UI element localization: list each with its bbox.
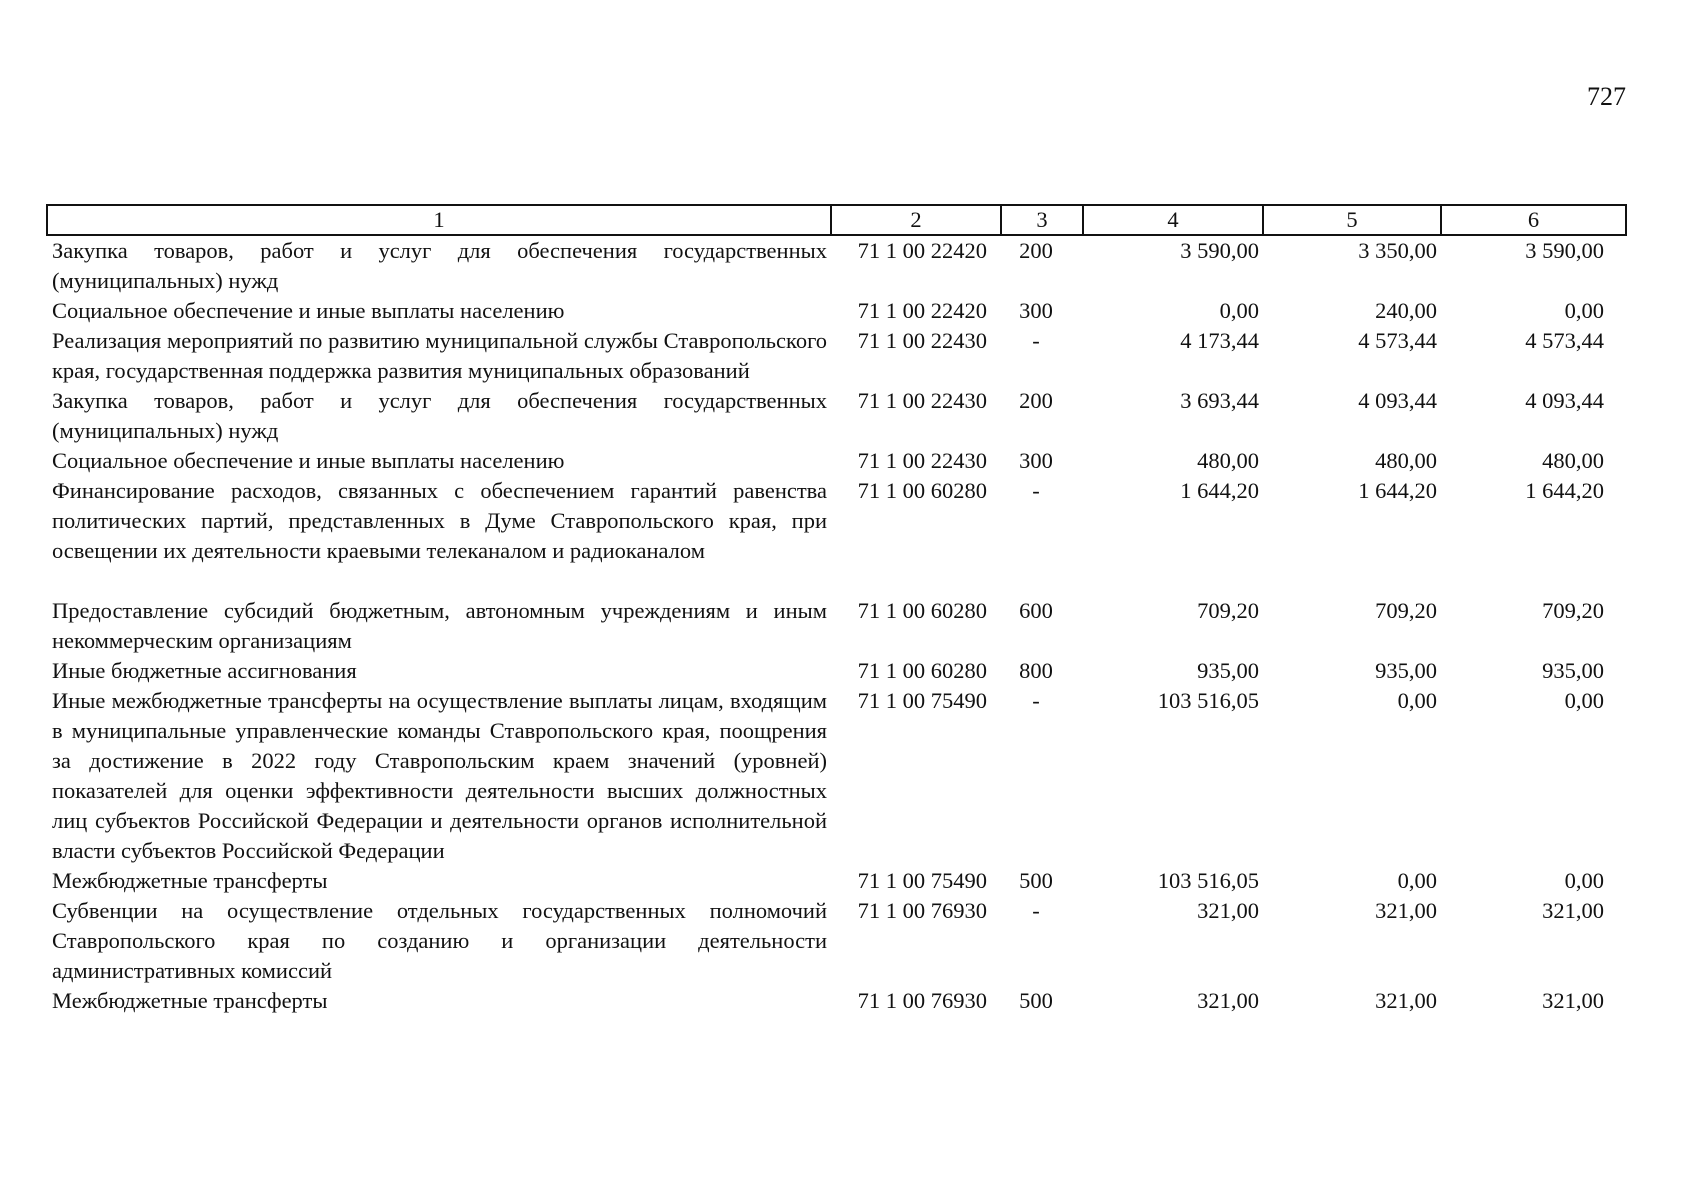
row-value-6: 4 093,44 <box>1525 388 1604 413</box>
row-code: 71 1 00 22420 <box>857 298 987 323</box>
row-code: 71 1 00 22430 <box>857 448 987 473</box>
row-code: 71 1 00 76930 <box>857 988 987 1013</box>
row-value-5: 321,00 <box>1375 898 1437 923</box>
row-expense-type: - <box>1032 898 1040 923</box>
row-name: Субвенции на осуществление отдельных государственных полномочий Ставропольского края по созданию и организации деятельности административных комиссий <box>52 898 827 983</box>
table-row <box>47 446 1626 476</box>
row-value-5: 0,00 <box>1397 688 1437 713</box>
row-name: Предоставление субсидий бюджетным, автономным учреждениям и иным некоммерческим организациям <box>52 598 827 653</box>
table-row <box>47 986 1626 1016</box>
row-value-6: 709,20 <box>1542 598 1604 623</box>
row-name: Иные межбюджетные трансферты на осуществление выплаты лицам, входящим в муниципальные управленческие команды Ставропольского края, поощрения за достижение в 2022 году Ставропольским краем значений (уровней) показателей для оценки эффективности деятельности высших должностных лиц субъектов Российской Федерации и деятельности органов исполнительной власти субъектов Российской Федерации <box>52 688 827 863</box>
column-header-4: 4 <box>1083 205 1263 235</box>
row-code: 71 1 00 60280 <box>857 478 987 503</box>
table-row <box>47 896 1626 986</box>
row-value-4: 103 516,05 <box>1157 868 1259 893</box>
row-value-5: 321,00 <box>1375 988 1437 1013</box>
row-name: Социальное обеспечение и иные выплаты населению <box>52 298 565 323</box>
row-value-4: 709,20 <box>1197 598 1259 623</box>
row-code: 71 1 00 22430 <box>857 388 987 413</box>
page-number: 727 <box>1587 82 1626 111</box>
row-code: 71 1 00 22420 <box>857 238 987 263</box>
row-name: Межбюджетные трансферты <box>52 988 328 1013</box>
row-value-4: 4 173,44 <box>1180 328 1259 353</box>
row-value-6: 0,00 <box>1564 868 1604 893</box>
row-code: 71 1 00 75490 <box>857 868 987 893</box>
row-code: 71 1 00 60280 <box>857 658 987 683</box>
column-header-3: 3 <box>1001 205 1083 235</box>
row-value-4: 321,00 <box>1197 898 1259 923</box>
row-value-4: 321,00 <box>1197 988 1259 1013</box>
row-expense-type: 800 <box>1019 658 1053 683</box>
column-header-6: 6 <box>1441 205 1626 235</box>
row-value-5: 480,00 <box>1375 448 1437 473</box>
column-header-5: 5 <box>1263 205 1441 235</box>
table-row <box>47 235 1626 296</box>
row-value-4: 1 644,20 <box>1180 478 1259 503</box>
row-expense-type: 600 <box>1019 598 1053 623</box>
row-value-5: 709,20 <box>1375 598 1437 623</box>
row-expense-type: 300 <box>1019 448 1053 473</box>
row-value-5: 4 573,44 <box>1358 328 1437 353</box>
row-value-5: 1 644,20 <box>1358 478 1437 503</box>
table-header-row <box>47 205 1626 235</box>
row-code: 71 1 00 22430 <box>857 328 987 353</box>
row-value-4: 3 693,44 <box>1180 388 1259 413</box>
row-value-4: 0,00 <box>1219 298 1259 323</box>
table-row <box>47 866 1626 896</box>
row-value-6: 4 573,44 <box>1525 328 1604 353</box>
row-code: 71 1 00 75490 <box>857 688 987 713</box>
table-row <box>47 296 1626 326</box>
column-header-2: 2 <box>831 205 1001 235</box>
row-expense-type: - <box>1032 478 1040 503</box>
table-row <box>47 386 1626 446</box>
row-expense-type: - <box>1032 688 1040 713</box>
row-value-6: 321,00 <box>1542 988 1604 1013</box>
table-row <box>47 656 1626 686</box>
row-code: 71 1 00 60280 <box>857 598 987 623</box>
row-name: Межбюджетные трансферты <box>52 868 328 893</box>
row-value-6: 3 590,00 <box>1525 238 1604 263</box>
table-row <box>47 686 1626 866</box>
table-row <box>47 476 1626 596</box>
row-value-4: 103 516,05 <box>1157 688 1259 713</box>
row-value-5: 240,00 <box>1375 298 1437 323</box>
row-value-5: 4 093,44 <box>1358 388 1437 413</box>
row-value-6: 321,00 <box>1542 898 1604 923</box>
row-name: Закупка товаров, работ и услуг для обеспечения государственных (муниципальных) нужд <box>52 238 827 293</box>
row-expense-type: 500 <box>1019 868 1053 893</box>
table-header <box>47 205 1626 235</box>
budget-table <box>46 204 1627 1016</box>
row-name: Иные бюджетные ассигнования <box>52 658 357 683</box>
row-name: Социальное обеспечение и иные выплаты населению <box>52 448 565 473</box>
row-value-5: 0,00 <box>1397 868 1437 893</box>
row-value-6: 1 644,20 <box>1525 478 1604 503</box>
row-value-4: 935,00 <box>1197 658 1259 683</box>
row-value-4: 480,00 <box>1197 448 1259 473</box>
row-name: Реализация мероприятий по развитию муниципальной службы Ставропольского края, государственная поддержка развития муниципальных образований <box>52 328 827 383</box>
row-expense-type: 200 <box>1019 388 1053 413</box>
row-expense-type: 500 <box>1019 988 1053 1013</box>
row-value-6: 935,00 <box>1542 658 1604 683</box>
table-body <box>47 235 1626 1016</box>
row-expense-type: 200 <box>1019 238 1053 263</box>
row-value-6: 0,00 <box>1564 688 1604 713</box>
row-value-6: 480,00 <box>1542 448 1604 473</box>
row-value-5: 935,00 <box>1375 658 1437 683</box>
row-value-5: 3 350,00 <box>1358 238 1437 263</box>
row-expense-type: - <box>1032 328 1040 353</box>
row-name: Закупка товаров, работ и услуг для обеспечения государственных (муниципальных) нужд <box>52 388 827 443</box>
table-row <box>47 596 1626 656</box>
table-row <box>47 326 1626 386</box>
row-name: Финансирование расходов, связанных с обеспечением гарантий равенства политических партий, представленных в Думе Ставропольского края, при освещении их деятельности краевыми телеканалом и радиоканалом <box>52 478 827 563</box>
row-expense-type: 300 <box>1019 298 1053 323</box>
row-value-4: 3 590,00 <box>1180 238 1259 263</box>
row-code: 71 1 00 76930 <box>857 898 987 923</box>
row-value-6: 0,00 <box>1564 298 1604 323</box>
column-header-1: 1 <box>47 205 831 235</box>
